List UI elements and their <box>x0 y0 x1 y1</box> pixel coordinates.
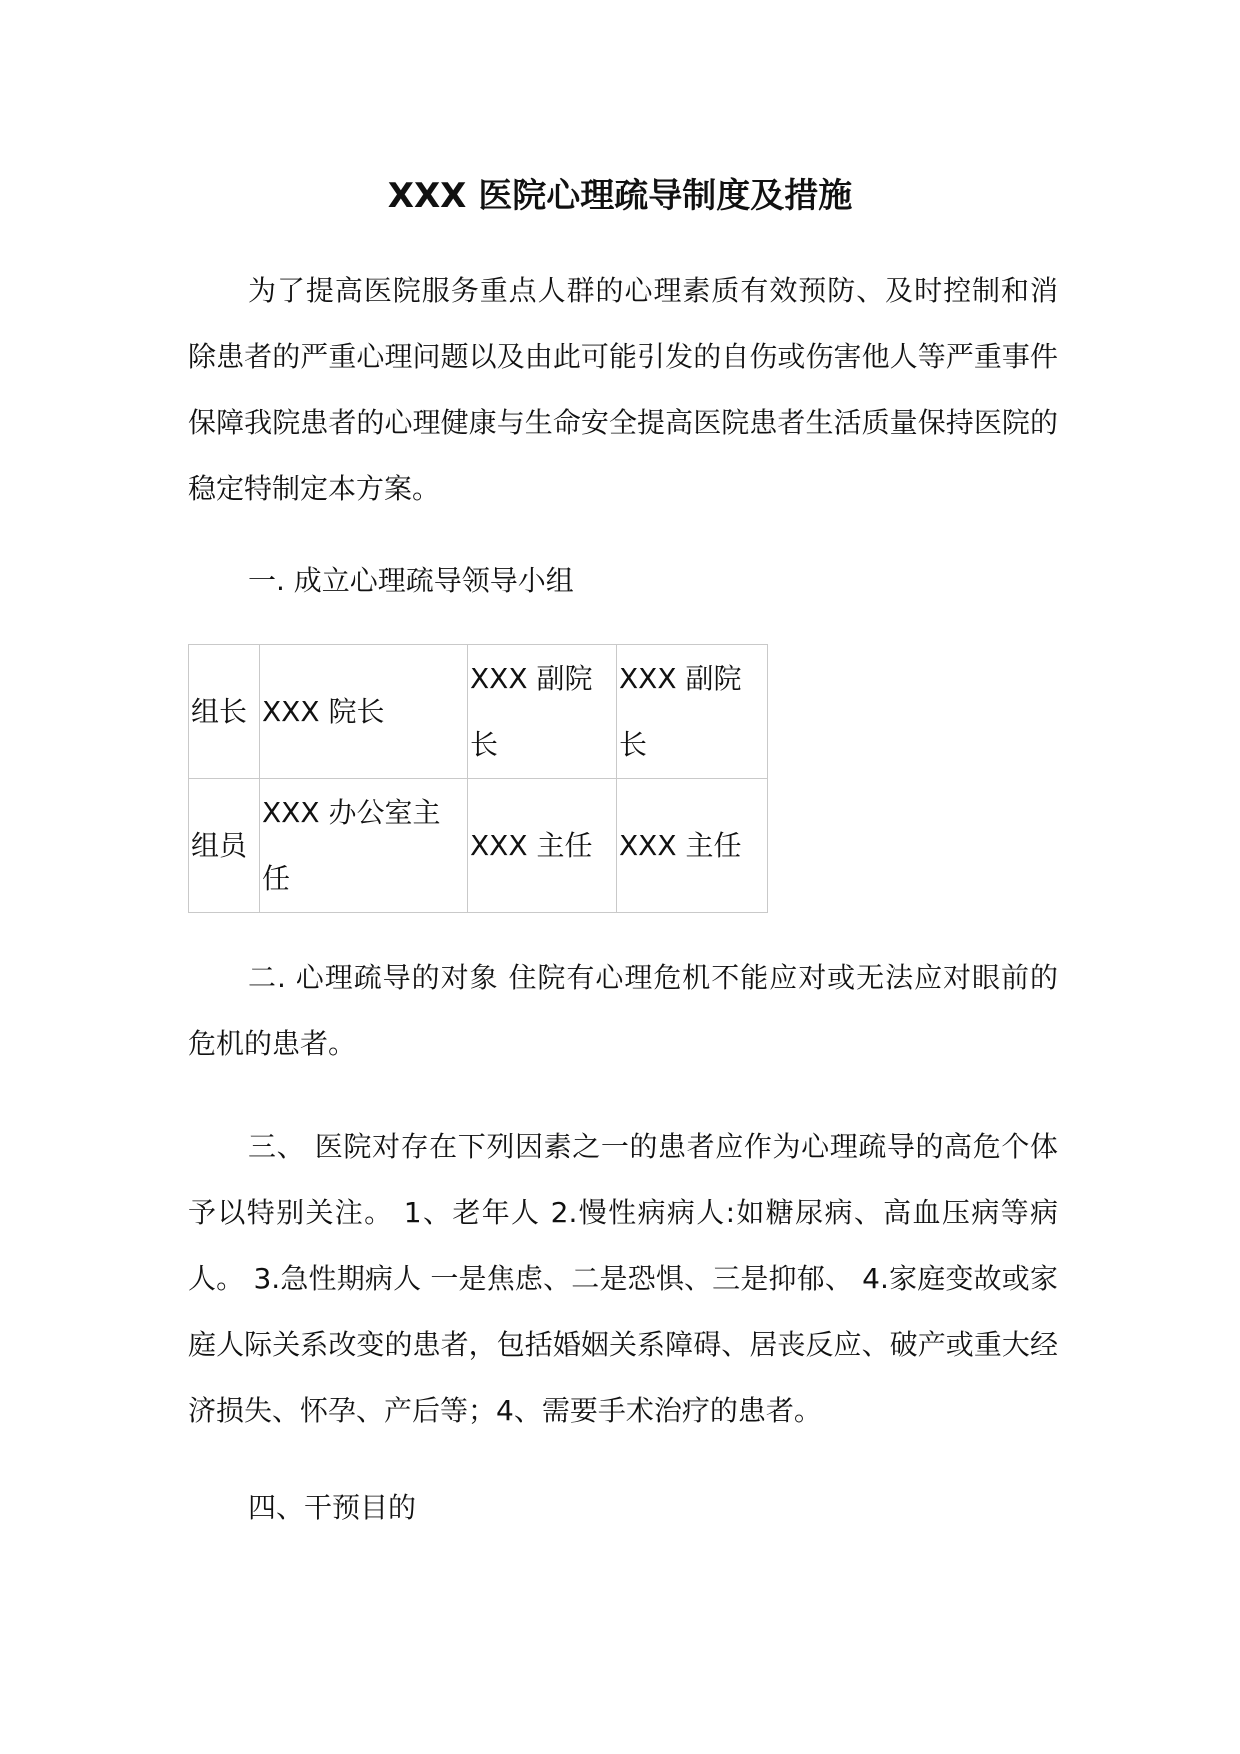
document-title: XXX 医院心理疏导制度及措施 <box>387 176 853 216</box>
leadership-group-table <box>188 644 768 913</box>
intro-paragraph: 为了提高医院服务重点人群的心理素质有效预防、及时控制和消除患者的严重心理问题以及由此可能引发的自伤或伤害他人等严重事件保障我院患者的心理健康与生命安全提高医院患者生活质量保持医院的稳定特制定本方案。 <box>188 274 1058 505</box>
section-three-paragraph: 三、 医院对存在下列因素之一的患者应作为心理疏导的高危个体予以特别关注。 1、老年人 2.慢性病病人:如糖尿病、高血压病等病人。 3.急性期病人 一是焦虑、二是恐惧、三是抑郁、 4.家庭变故或家庭人际关系改变的患者，包括婚姻关系障碍、居丧反应、破产或重大经济损失、怀孕、产后等；4、需要手术治疗的患者。 <box>188 1130 1058 1427</box>
table-cell: XXX 主任 <box>617 779 768 913</box>
section-four-heading: 四、干预目的 <box>248 1491 417 1524</box>
section-one-heading: 一. 成立心理疏导领导小组 <box>248 564 574 597</box>
table-cell: XXX 副院长 <box>468 645 617 779</box>
table-cell: XXX 办公室主任 <box>260 779 468 913</box>
table-cell: XXX 院长 <box>260 645 468 779</box>
table-cell: 组长 <box>189 645 260 779</box>
section-two-paragraph: 二. 心理疏导的对象 住院有心理危机不能应对或无法应对眼前的危机的患者。 <box>188 961 1058 1060</box>
table-cell: XXX 主任 <box>468 779 617 913</box>
table-row <box>189 779 768 913</box>
table-cell: 组员 <box>189 779 260 913</box>
table-row <box>189 645 768 779</box>
table-cell: XXX 副院长 <box>617 645 768 779</box>
